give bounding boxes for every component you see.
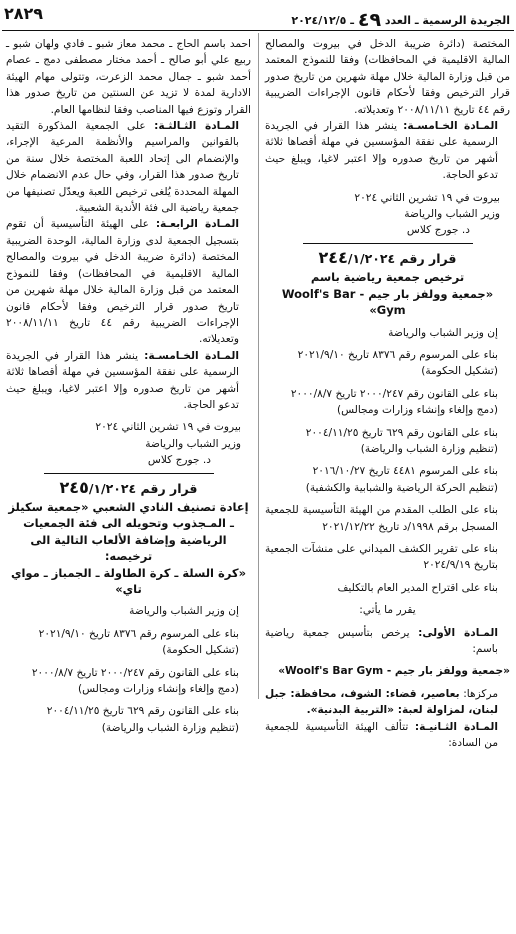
basis-item: بناء على القانون رقم ٦٢٩ تاريخ ٢٠٠٤/١١/٢٥ — [46, 705, 239, 718]
left-column — [6, 36, 251, 736]
basis-item: بناء على تقرير الكشف الميداني على منشآت الجمعية بتاريخ ٢٠٢٤/٩/١٩ — [265, 542, 498, 572]
games-list: «كرة السلة ـ كرة الطاولة ـ الجمباز ـ مواي تاي» — [10, 565, 247, 596]
article-2 — [265, 719, 510, 752]
gazette-title — [291, 9, 510, 31]
decision-number: ٢٤٥ — [59, 477, 89, 497]
article-label: المـادة الخـامسـة: — [403, 120, 498, 133]
article-label: المـادة الثـانيـة: — [414, 720, 498, 733]
header-rule — [2, 30, 514, 31]
headquarters — [265, 686, 510, 719]
column-divider — [258, 33, 259, 699]
article-text: على الهيئة التأسيسية أن تقوم بتسجيل الجمعية لدى وزارة المالية، الوحدة الضريبية المختصة (دائرة ضريبة الدخل في بيروت والمصالح المالية الاقليمية في المحافظات) وفقا للنموذج المعتمد من قبل وزارة المالية خلال مهلة شهرين من تاريخ صدور قرار الترخيص وفقا لأحكام قانون الإجراءات الضريبية رقم ٤٤ تاريخ ٢٠٠٨/١١/١١ وتعديلاته. — [6, 218, 239, 346]
basis-note: (دمج وإلغاء وإنشاء وزارات ومجالس) — [77, 683, 239, 696]
decision-suffix: /١/٢٠٢٤ — [88, 480, 137, 496]
basis-item: بناء على المرسوم ٤٤٨١ تاريخ ٢٠١٦/١٠/٢٧ — [312, 465, 498, 478]
article-1 — [265, 625, 510, 658]
association-name: «جمعية وولفز بار جيم - Woolf's Bar Gym» — [278, 665, 510, 678]
article-text: على الجمعية المذكورة التقيد بالقوانين والمراسيم والأنظمة المرعية الإجراء، والإنضمام الى إتحاد اللعبة المختصة خلال سنة من تاريخ صدور هذا القرار، وفي حال عدم الانضمام خلال المهلة المحددة يُلغى ترخيص اللعبة ويعدّل تصنيفها من جمعية رياضية الى فئة الأندية الشعبية. — [6, 120, 239, 215]
paragraph: احمد باسم الحاج ـ محمد معاز شبو ـ فادي ولهان شبو ـ ربيع علي أبو صالح ـ أحمد مختار مصطفى دمج ـ عصام أحمد شبو ـ جمال محمد الزعرت، وتتولى مهام الهيئة الادارية لمدة لا تزيد عن السنتين من تاريخ صدور هذا القرار وتوزع فيها المناصب وفقا لنظامها العام. — [6, 38, 251, 116]
decision-title — [265, 247, 510, 267]
basis-note: (تنظيم الحركة الرياضية والشبابية والكشفية) — [305, 481, 498, 494]
intro: إن وزير الشباب والرياضة — [129, 605, 239, 618]
separator — [44, 473, 214, 474]
signature-title: وزير الشباب والرياضة — [145, 437, 241, 450]
association-name: «جمعية وولفز بار جيم - Woolf's Bar Gym» — [281, 286, 494, 318]
right-column — [265, 36, 510, 751]
paragraph: المختصة (دائرة ضريبة الدخل في بيروت والمصالح المالية الاقليمية في المحافظات) وفقا للنموذج المعتمد من قبل وزارة المالية خلال مهلة شهرين من تاريخ صدور قرار الترخيص وفقا لأحكام قانون الإجراءات الضريبية رقم ٤٤ تاريخ ٢٠٠٨/١١/١١ وتعديلاته. — [265, 38, 510, 116]
article-5 — [265, 118, 510, 184]
article-label: المـادة الرابعـة: — [155, 218, 239, 231]
issue-number: ٤٩ — [357, 9, 382, 31]
decides-line: يقرر ما يأتي: — [359, 604, 416, 617]
basis-item: بناء على اقتراح المدير العام بالتكليف — [337, 581, 498, 594]
basis-item: بناء على المرسوم رقم ٨٣٧٦ تاريخ ٢٠٢١/٩/١٠ — [297, 348, 498, 361]
basis-note: (تنظيم وزارة الشباب والرياضة) — [101, 721, 239, 734]
article-3 — [6, 118, 251, 216]
article-label: المـادة الثـالثـة: — [154, 120, 239, 133]
article-text: تتألف الهيئة التأسيسية للجمعية من السادة: — [265, 720, 498, 750]
basis-note: (تنظيم وزارة الشباب والرياضة) — [360, 442, 498, 455]
issue-date: ـ ٢٠٢٤/١٢/٥ — [291, 14, 354, 27]
basis-note: (تشكيل الحكومة) — [162, 644, 239, 657]
hq-text: بعاصير، قضاء: الشوف، محافظة: جبل لبنان، لمزاولة لعبة: «التربية البدنية». — [265, 687, 498, 717]
article-text: ينشر هذا القرار في الجريدة الرسمية على نفقة المؤسسين في مهلة أقصاها ثلاثة أشهر من تاريخ صدوره وإلا اعتبر لاغيا، ويبلغ حيث تدعو الحاجة. — [265, 120, 498, 182]
decision-subtitle: ترخيص جمعية رياضية باسم — [310, 270, 465, 285]
hq-label: مركزها: — [463, 687, 498, 700]
basis-note: (تشكيل الحكومة) — [421, 365, 498, 378]
intro: إن وزير الشباب والرياضة — [388, 326, 498, 339]
article-label: المـادة الأولى: — [418, 626, 499, 639]
basis-item: بناء على القانون رقم ٢٠٠٠/٢٤٧ تاريخ ٢٠٠٠/٨/٧ — [31, 666, 239, 679]
page-number: ٢٨٢٩ — [4, 4, 44, 23]
article-text: ينشر هذا القرار في الجريدة الرسمية على نفقة المؤسسين في مهلة أقصاها ثلاثة أشهر من تاريخ صدوره وإلا اعتبر لاغيا، ويبلغ حيث تدعو الحاجة. — [6, 349, 239, 411]
gazette-title-text: الجريدة الرسمية ـ العدد — [384, 14, 510, 27]
basis-item: بناء على القانون رقم ٢٠٠٠/٢٤٧ تاريخ ٢٠٠٠/٨/٧ — [290, 387, 498, 400]
decision-label: قرار رقم — [140, 480, 198, 496]
signature-place-date: بيروت في ١٩ تشرين الثاني ٢٠٢٤ — [95, 421, 241, 434]
decision-suffix: /١/٢٠٢٤ — [347, 250, 396, 266]
signature-title: وزير الشباب والرياضة — [404, 208, 500, 221]
separator — [303, 243, 473, 244]
signature-name: د. جورج كلاس — [147, 454, 211, 467]
article-label: المـادة الخـامسـة: — [144, 349, 239, 362]
decision-subtitle: إعادة تصنيف النادي الشعبي «جمعية سكيلز ـ المـجذوب وتحويله الى فئة الجمعيات الرياضية وإضافة الألعاب التالية الى ترخيصه: — [8, 499, 249, 564]
basis-item: بناء على الطلب المقدم من الهيئة التأسيسية للجمعية المسجل برقم ١٩٩٨/د تاريخ ٢٠٢١/١٢/٢٢ — [265, 504, 498, 533]
basis-item: بناء على المرسوم رقم ٨٣٧٦ تاريخ ٢٠٢١/٩/١٠ — [38, 627, 239, 640]
basis-item: بناء على القانون رقم ٦٢٩ تاريخ ٢٠٠٤/١١/٢٥ — [305, 426, 498, 439]
decision-number: ٢٤٤ — [318, 247, 348, 267]
article-4 — [6, 216, 251, 347]
basis-note: (دمج وإلغاء وإنشاء وزارات ومجالس) — [336, 404, 498, 417]
signature-name: د. جورج كلاس — [406, 224, 470, 237]
article-text: يرخص بتأسيس جمعية رياضية باسم: — [265, 626, 498, 655]
article-5 — [6, 348, 251, 414]
decision-label: قرار رقم — [399, 250, 457, 266]
page-header — [0, 0, 516, 30]
decision-title — [6, 477, 251, 497]
signature-place-date: بيروت في ١٩ تشرين الثاني ٢٠٢٤ — [354, 191, 500, 204]
